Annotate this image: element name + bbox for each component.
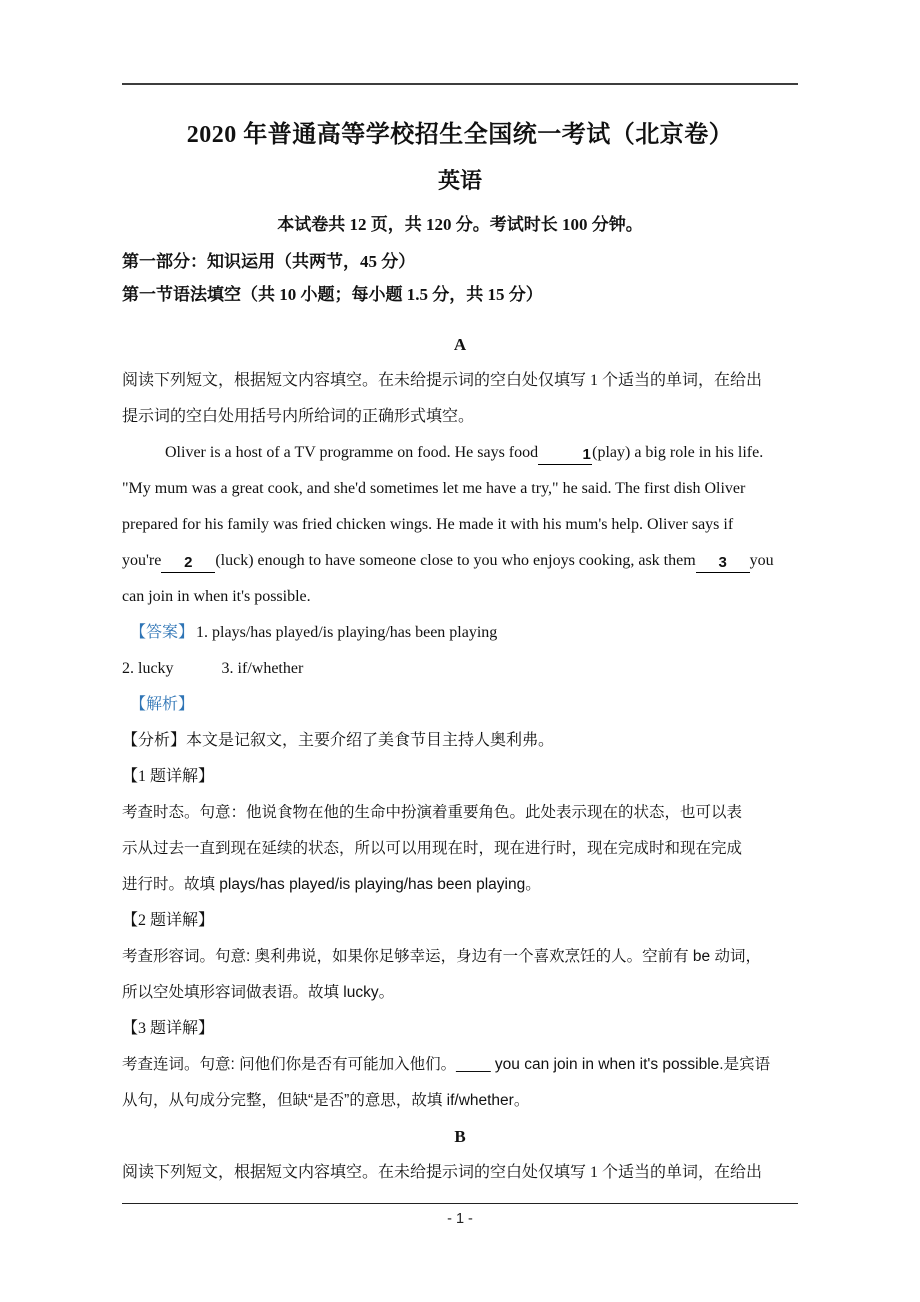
blank-field: 2	[161, 553, 215, 573]
explanation-heading: 【1 题详解】	[122, 768, 215, 785]
explanation-heading: 【3 题详解】	[122, 1020, 215, 1037]
passage-line	[122, 579, 798, 615]
instruction-line: 阅读下列短文，根据短文内容填空。在未给提示词的空白处仅填写 1 个适当的单词，在给出	[122, 1164, 763, 1181]
page-number: - 1 -	[447, 1211, 473, 1227]
explanation-heading: 【2 题详解】	[122, 912, 215, 929]
blank-field: 3	[696, 553, 750, 573]
section1-heading: 第一节语法填空（共 10 小题；每小题 1.5 分，共 15 分）	[122, 285, 543, 304]
answer-item-1: 1. plays/has played/is playing/has been playing	[196, 624, 498, 641]
explanation-body-line: 考查时态。句意：他说食物在他的生命中扮演着重要角色。此处表示现在的状态，也可以表	[122, 804, 743, 821]
passage-a-instructions	[122, 363, 798, 435]
exam-title: 2020 年普通高等学校招生全国统一考试（北京卷）	[186, 122, 734, 148]
explanation-body-line: 考查连词。句意: 问他们你是否有可能加入他们。____ you can join in when it's possible.是宾语	[122, 1056, 771, 1073]
exam-subject: 英语	[437, 168, 482, 193]
passage-line	[122, 435, 798, 471]
passage-a-label: A	[453, 335, 467, 354]
blank-field: 1	[538, 445, 592, 465]
answer-item: 3. if/whether	[221, 660, 304, 677]
answer-label: 【答案】	[130, 624, 195, 641]
passage-b-instructions	[122, 1155, 798, 1191]
analysis-label: 【解析】	[130, 696, 195, 713]
text-segment: you're	[122, 552, 162, 569]
text-segment: "My mum was a great cook, and she'd sometimes let me have a try," he said. The first dish Oliver	[122, 480, 746, 497]
page-footer	[122, 1203, 798, 1227]
instruction-line: 提示词的空白处用括号内所给词的正确形式填空。	[122, 408, 475, 425]
passage-a-text	[122, 435, 798, 615]
passage-line	[122, 471, 798, 507]
explanation-body-line: 考查形容词。句意: 奥利弗说，如果你足够幸运，身边有一个喜欢烹饪的人。空前有 be 动词，	[122, 948, 761, 965]
text-segment: prepared for his family was fried chicken wings. He made it with his mum's help. Oliver says if	[122, 516, 734, 533]
explanation-text: 本文是记叙文，主要介绍了美食节目主持人奥利弗。	[186, 732, 555, 749]
text-segment: can join in when it's possible.	[122, 588, 311, 605]
explanation-line	[122, 723, 798, 759]
explanation-body-line: 所以空处填形容词做表语。故填 lucky。	[122, 984, 395, 1001]
answer-line-2	[122, 651, 798, 687]
explanation-heading: 【分析】	[122, 732, 187, 749]
analysis-line	[122, 687, 798, 723]
passage-line	[122, 543, 798, 579]
text-segment: you	[749, 552, 774, 569]
footer-rule	[122, 1203, 798, 1204]
explanation-body-line: 进行时。故填 plays/has played/is playing/has been playing。	[122, 876, 541, 893]
passage-b-label: B	[454, 1127, 466, 1146]
text-segment: (luck) enough to have someone close to you who enjoys cooking, ask them	[215, 552, 696, 569]
answer-item: 2. lucky	[122, 660, 174, 677]
explanation-body-line: 从句，从句成分完整，但缺“是否”的意思，故填 if/whether。	[122, 1092, 530, 1109]
part1-heading: 第一部分：知识运用（共两节，45 分）	[122, 252, 416, 271]
exam-info: 本试卷共 12 页，共 120 分。考试时长 100 分钟。	[277, 215, 643, 234]
text-segment: (play) a big role in his life.	[592, 444, 764, 461]
answer-line-1	[122, 615, 798, 651]
header-rule	[122, 83, 798, 85]
passage-line	[122, 507, 798, 543]
explanations	[122, 723, 798, 1119]
instruction-line: 阅读下列短文，根据短文内容填空。在未给提示词的空白处仅填写 1 个适当的单词，在给出	[122, 372, 763, 389]
explanation-body-line: 示从过去一直到现在延续的状态，所以可以用现在时，现在进行时，现在完成时和现在完成	[122, 840, 743, 857]
text-segment: Oliver is a host of a TV programme on food. He says food	[165, 444, 539, 461]
